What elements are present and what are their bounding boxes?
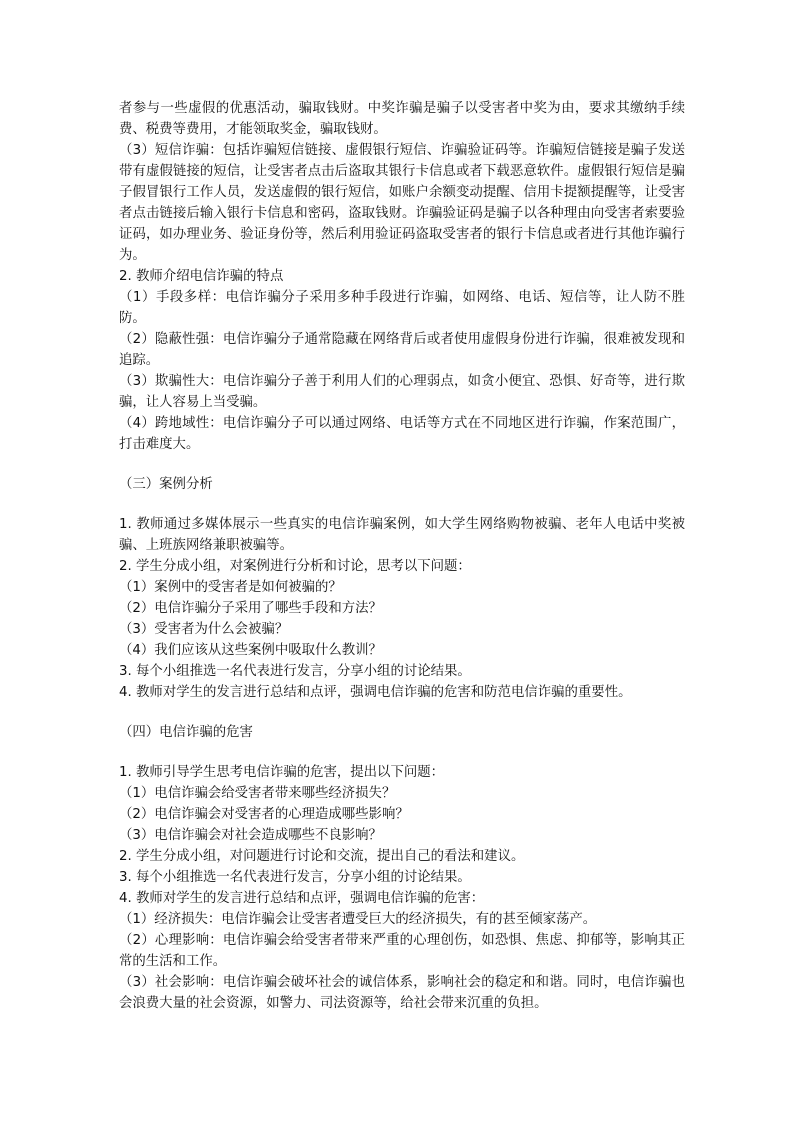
paragraph: 3. 每个小组推选一名代表进行发言，分享小组的讨论结果。 <box>119 664 471 679</box>
paragraph: （3）电信诈骗会对社会造成哪些不良影响？ <box>119 828 382 843</box>
paragraph: （1）经济损失：电信诈骗会让受害者遭受巨大的经济损失，有的甚至倾家荡产。 <box>119 912 597 927</box>
paragraph: （1）手段多样：电信诈骗分子采用多种手段进行诈骗，如网络、电话、短信等，让人防不胜防。 <box>119 290 685 326</box>
paragraph: （2）隐蔽性强：电信诈骗分子通常隐藏在网络背后或者使用虚假身份进行诈骗，很难被发现和追踪。 <box>119 332 685 368</box>
paragraph: 4. 教师对学生的发言进行总结和点评，强调电信诈骗的危害： <box>119 891 485 906</box>
section-case-analysis <box>119 474 685 703</box>
paragraph: （2）电信诈骗会对受害者的心理造成哪些影响？ <box>119 807 409 822</box>
paragraph: （4）我们应该从这些案例中吸取什么教训？ <box>119 643 382 658</box>
document-body <box>119 98 685 1014</box>
paragraph: （1）案例中的受害者是如何被骗的？ <box>119 580 342 595</box>
section-harms <box>119 722 685 1014</box>
paragraph: 3. 每个小组推选一名代表进行发言，分享小组的讨论结果。 <box>119 870 471 885</box>
paragraph: 2. 学生分成小组，对问题进行讨论和交流，提出自己的看法和建议。 <box>119 849 525 864</box>
section-heading: （四）电信诈骗的危害 <box>119 725 253 740</box>
paragraph: 2. 教师介绍电信诈骗的特点 <box>119 269 284 284</box>
paragraph: （4）跨地域性：电信诈骗分子可以通过网络、电话等方式在不同地区进行诈骗，作案范围广，打击难度大。 <box>119 416 685 452</box>
section-heading: （三）案例分析 <box>119 477 213 492</box>
section-continuation <box>119 98 685 455</box>
paragraph: （3）短信诈骗：包括诈骗短信链接、虚假银行短信、诈骗验证码等。诈骗短信链接是骗子发送带有虚假链接的短信，让受害者点击后盗取其银行卡信息或者下载恶意软件。虚假银行短信是骗子假冒银行工作人员，发送虚假的银行短信，如账户余额变动提醒、信用卡提额提醒等，让受害者点击链接后输入银行卡信息和密码，盗取钱财。诈骗验证码是骗子以各种理由向受害者索要验证码，如办理业务、验证身份等，然后利用验证码盗取受害者的银行卡信息或者进行其他诈骗行为。 <box>119 143 685 263</box>
paragraph: （3）社会影响：电信诈骗会破坏社会的诚信体系，影响社会的稳定和和谐。同时，电信诈骗也会浪费大量的社会资源，如警力、司法资源等，给社会带来沉重的负担。 <box>119 975 685 1011</box>
paragraph: （2）电信诈骗分子采用了哪些手段和方法？ <box>119 601 382 616</box>
paragraph: 2. 学生分成小组，对案例进行分析和讨论，思考以下问题： <box>119 559 471 574</box>
paragraph: 者参与一些虚假的优惠活动，骗取钱财。中奖诈骗是骗子以受害者中奖为由，要求其缴纳手续费、税费等费用，才能领取奖金，骗取钱财。 <box>119 101 685 137</box>
paragraph: 1. 教师引导学生思考电信诈骗的危害，提出以下问题： <box>119 765 445 780</box>
paragraph: （2）心理影响：电信诈骗会给受害者带来严重的心理创伤，如恐惧、焦虑、抑郁等，影响其正常的生活和工作。 <box>119 933 685 969</box>
paragraph: 4. 教师对学生的发言进行总结和点评，强调电信诈骗的危害和防范电信诈骗的重要性。 <box>119 685 632 700</box>
paragraph: （3）欺骗性大：电信诈骗分子善于利用人们的心理弱点，如贪小便宜、恐惧、好奇等，进行欺骗，让人容易上当受骗。 <box>119 374 685 410</box>
paragraph: （1）电信诈骗会给受害者带来哪些经济损失？ <box>119 786 396 801</box>
paragraph: （3）受害者为什么会被骗？ <box>119 622 289 637</box>
paragraph: 1. 教师通过多媒体展示一些真实的电信诈骗案例，如大学生网络购物被骗、老年人电话中奖被骗、上班族网络兼职被骗等。 <box>119 517 685 553</box>
